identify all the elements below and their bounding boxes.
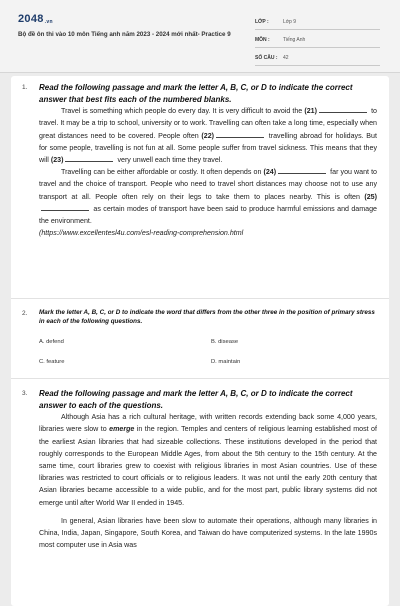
- answer-blank: [319, 106, 367, 113]
- question-instruction: Read the following passage and mark the letter A, B, C, or D to indicate the correct answer that best fits each of the numbered blanks.: [39, 83, 353, 104]
- meta-count-value: 42: [283, 55, 289, 61]
- blank-number: (25): [364, 192, 377, 201]
- passage-text: very unwell each time they travel.: [117, 155, 223, 164]
- answer-blank: [65, 155, 113, 162]
- option-a[interactable]: A. defend: [39, 338, 64, 345]
- meta-subject-label: MÔN :: [255, 37, 270, 43]
- passage-text: far you want to travel and the choice of transport. People who need to travel short distances may choose not to use any transport at all. People often rely on their legs to take them to places nearby. This is often: [39, 168, 377, 201]
- logo-text: 2048: [18, 13, 44, 25]
- source-link[interactable]: (https://www.excellentesl4u.com/esl-reading-comprehension.html: [39, 229, 244, 238]
- question-instruction: Read the following passage and mark the letter A, B, C, or D to indicate the correct answer to each of the questions.: [39, 389, 353, 410]
- question-number: 2.: [22, 310, 28, 317]
- passage-text: travelling abroad for holidays. But for some people, travelling is not fun at all. Some people suffer from travel sickness. This means that they will: [39, 131, 377, 164]
- question-card: [11, 76, 389, 606]
- question-body: [39, 308, 377, 377]
- question-divider: [11, 298, 389, 299]
- question-instruction: Mark the letter A, B, C, or D to indicate the word that differs from the other three in the position of primary stress in each of the following questions.: [39, 309, 375, 326]
- passage-paragraph: [39, 105, 377, 166]
- passage-text: as certain modes of transport have been said to produce harmful emissions and damage the environment.: [39, 204, 377, 225]
- meta-count-label: SỐ CÂU :: [255, 55, 278, 61]
- blank-number: (24): [263, 168, 277, 177]
- passage-paragraph: In general, Asian libraries have been slow to automate their operations, although many libraries in China, India, Japan, Singapore, South Korea, and Taiwan do have computerized systems. In the late 1990s most computer use in Asia was: [39, 516, 377, 550]
- document-title: Bộ đề ôn thi vào 10 môn Tiếng anh năm 2023 - 2024 mới nhất- Practice 9: [18, 31, 231, 38]
- question-body: [39, 82, 377, 239]
- meta-subject-value: Tiếng Anh: [283, 37, 306, 43]
- passage-paragraph: [39, 411, 377, 509]
- question-divider: [11, 378, 389, 379]
- meta-subject-row: [255, 33, 380, 48]
- site-logo[interactable]: [18, 13, 53, 25]
- passage-text: Travelling can be either affordable or costly. It often depends on: [61, 168, 262, 177]
- option-c[interactable]: C. feature: [39, 358, 65, 365]
- option-d[interactable]: D. maintain: [211, 358, 241, 365]
- blank-number: (23): [50, 155, 64, 164]
- answer-options: [39, 337, 377, 377]
- answer-blank: [278, 167, 326, 174]
- meta-class-value: Lớp 9: [283, 19, 297, 25]
- passage-text: Travel is something which people do every day. It is very difficult to avoid the: [61, 107, 303, 116]
- document-meta: [255, 15, 380, 69]
- meta-class-label: LỚP :: [255, 19, 269, 25]
- meta-class-row: [255, 15, 380, 30]
- question-number: 1.: [22, 84, 28, 91]
- blank-number: (22): [201, 131, 215, 140]
- answer-blank: [216, 131, 264, 138]
- blank-number: (21): [304, 107, 317, 116]
- logo-suffix: .vn: [44, 19, 53, 25]
- passage-text: to travel. It may be a trip to school, university or to work. Travelling can often take a long time, especially when great distances need to be covered. People often: [39, 107, 377, 140]
- question-number: 3.: [22, 390, 28, 397]
- highlighted-word: emerge: [109, 425, 135, 434]
- passage-text: in the region. Temples and centers of religious learning established most of the earliest Asian libraries that had sizeable collections. These institutions developed in the period that roughly corresponds to the European Middle Ages, from about the 5th century to the 15th century. At the same time, court libraries grew to coexist with religious libraries in most Asian countries. Use of these libraries was restricted to court officials or to religious leaders. It was not until the early 20th century that Asian libraries became accessible to a wide public, and for the most part, public library systems did not emerge until after World War II ended in 1945.: [39, 425, 377, 507]
- question-body: [39, 388, 377, 551]
- meta-count-row: [255, 51, 380, 66]
- passage-paragraph: [39, 166, 377, 227]
- answer-blank: [41, 204, 89, 211]
- passage-text: Although Asia has a rich cultural heritage, with written records extending back some 4,000 years, libraries were slow to: [39, 413, 377, 434]
- document-header: [0, 0, 400, 73]
- option-b[interactable]: B. disease: [211, 338, 239, 345]
